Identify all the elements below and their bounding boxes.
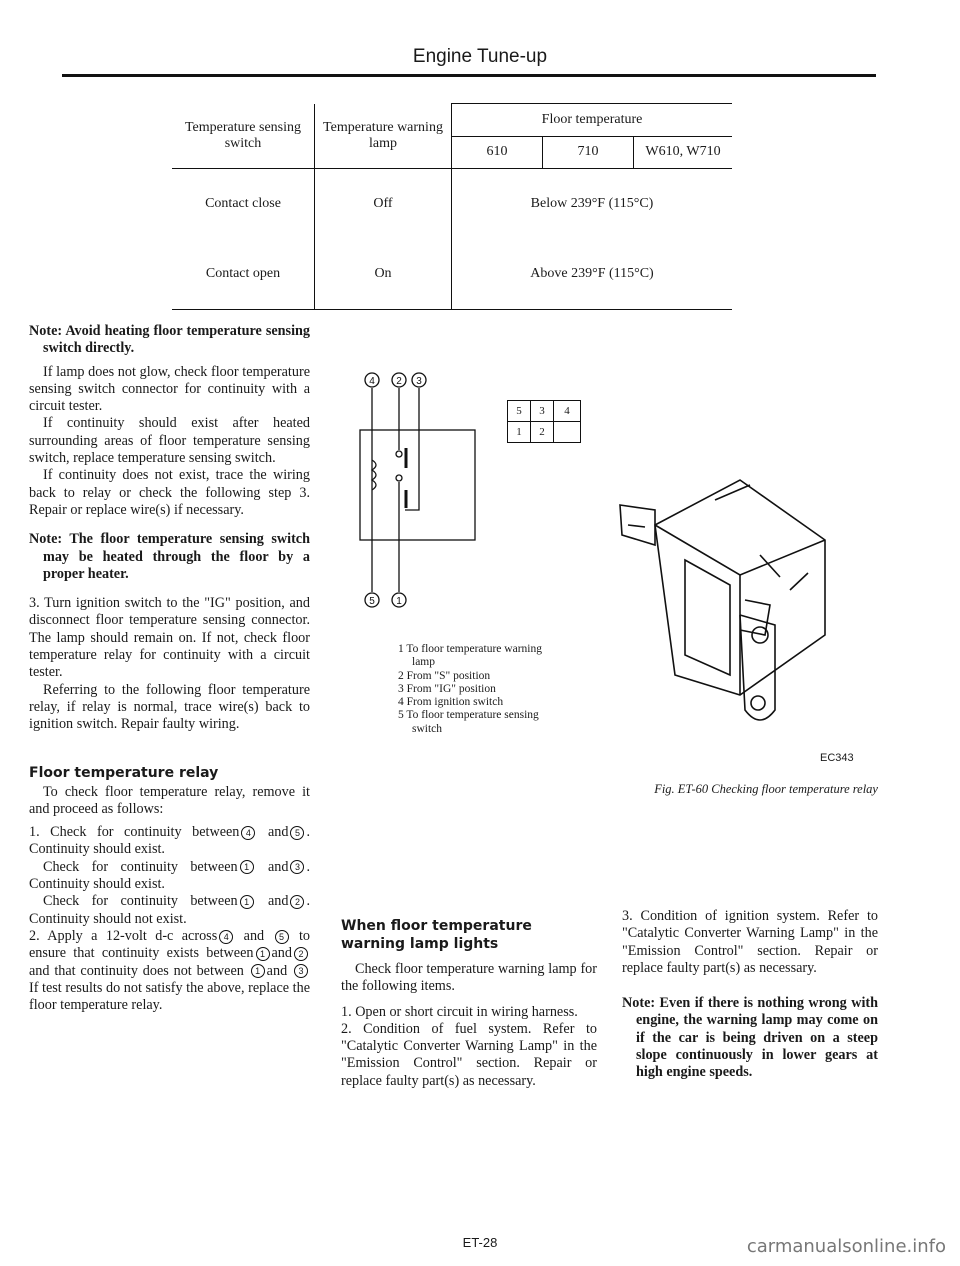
schematic-terminal-1-label: 1 xyxy=(396,596,402,607)
table-sub-610: 610 xyxy=(452,137,543,169)
list-item: 1. Open or short circuit in wiring harness. xyxy=(341,1003,578,1020)
connector-pin: 3 xyxy=(531,400,554,422)
legend-item: 1 To floor temperature warning lamp xyxy=(398,643,542,669)
legend-item: 4 From ignition switch xyxy=(398,696,504,709)
terminal-2-symbol: 2 xyxy=(290,895,304,909)
connector-pin: 1 xyxy=(507,422,531,443)
table-row xyxy=(172,239,732,310)
terminal-2-symbol: 2 xyxy=(294,947,308,961)
legend-item: 5 To floor temperature sensing switch xyxy=(398,709,539,735)
connector-pin: 4 xyxy=(554,400,581,422)
mounting-hole xyxy=(751,696,765,710)
terminal-1-symbol: 1 xyxy=(251,964,265,978)
paragraph: Referring to the following floor temperature relay, if relay is normal, trace wire(s) back to ignition switch. Repair faulty wiring. xyxy=(29,681,310,733)
legend-item: 2 From "S" position xyxy=(398,669,491,682)
schematic-terminal-3-label: 3 xyxy=(416,376,422,387)
connector-pin-empty xyxy=(554,422,581,443)
spec-table xyxy=(172,103,732,310)
table-cell-switch: Contact close xyxy=(205,195,281,211)
schematic-terminal-2-label: 2 xyxy=(396,376,402,387)
terminal-3-symbol: 3 xyxy=(294,964,308,978)
right-column xyxy=(622,908,878,1082)
page-header: Engine Tune-up xyxy=(412,46,548,67)
relay-box xyxy=(360,430,475,540)
note-heater: Note: The floor temperature sensing switch may be heated through the floor by a proper heater. xyxy=(29,531,310,582)
legend-item: 3 From "IG" position xyxy=(398,682,496,695)
table-sub-710: 710 xyxy=(543,137,634,169)
table-cell-floor: Below 239°F (115°C) xyxy=(530,195,654,211)
relay-schematic xyxy=(355,360,555,620)
terminal-1-symbol: 1 xyxy=(256,947,270,961)
paragraph: To check floor temperature relay, remove it and proceed as follows: xyxy=(29,783,310,817)
terminal-3-symbol: 3 xyxy=(290,860,304,874)
paragraph: Check floor temperature warning lamp for the following items. xyxy=(341,961,597,995)
table-cell-lamp: Off xyxy=(315,168,452,239)
figure-code: EC343 xyxy=(820,752,854,764)
table-row xyxy=(172,168,732,239)
figure-legend xyxy=(398,643,558,736)
table-header-switch: Temperature sensing switch xyxy=(172,104,315,169)
middle-column xyxy=(341,917,597,1090)
watermark: carmanualsonline.info xyxy=(746,1236,946,1257)
section-heading-warning: When floor temperature warning lamp lights xyxy=(341,918,532,952)
section-heading-relay: Floor temperature relay xyxy=(29,764,219,781)
paragraph: If lamp does not glow, check floor temperature sensing switch connector for continuity with a circuit tester. xyxy=(29,363,310,415)
table-header-lamp: Temperature warning lamp xyxy=(315,104,452,169)
terminal-5-symbol: 5 xyxy=(275,930,289,944)
page-number: ET-28 xyxy=(462,1235,498,1250)
figure-caption: Fig. ET-60 Checking floor temperature relay xyxy=(654,782,878,796)
step-2: 2. Apply a 12-volt d-c across 4 and 5 to ensure that continuity exists between 1 and 2and that continuity does not between 1 and 3 If test results do not satisfy the above, replace the floor temperature relay. xyxy=(29,927,311,1014)
header-rule xyxy=(62,74,876,77)
schematic-wiring xyxy=(360,388,475,592)
paragraph: If continuity should exist after heated surrounding areas of floor temperature sensing switch, replace temperature sensing switch. xyxy=(29,415,310,467)
step-1b: Check for continuity between 1 and 3 . Continuity should exist. xyxy=(29,858,310,893)
connector-pin: 5 xyxy=(507,400,531,422)
relay-illustration xyxy=(600,465,855,745)
step-1c: Check for continuity between 1 and 2 . Continuity should not exist. xyxy=(29,893,310,927)
schematic-terminal-4-label: 4 xyxy=(369,376,375,387)
list-item: 3. Condition of ignition system. Refer to "Catalytic Converter Warning Lamp" in the "Emission Control" section. Repair or replace faulty part(s) as necessary. xyxy=(622,908,878,976)
table-header-floor: Floor temperature xyxy=(452,104,733,137)
terminal-1-symbol: 1 xyxy=(240,895,254,909)
connector-pin: 2 xyxy=(531,422,554,443)
note-steep-slope: Note: Even if there is nothing wrong with engine, the warning lamp may come on if the car is being driven on a steep slope continuously in lower gears at high engine speeds. xyxy=(622,995,878,1081)
table-cell-switch: Contact open xyxy=(172,239,315,310)
connector-diagram xyxy=(507,400,581,443)
table-sub-w610: W610, W710 xyxy=(634,137,733,169)
step-1a: 1. Check for continuity between 4 and 5 . Continuity should exist. xyxy=(29,824,310,858)
left-column xyxy=(29,323,310,1014)
list-item: 2. Condition of fuel system. Refer to "Catalytic Converter Warning Lamp" in the "Emission Control" section. Repair or replace faulty part(s) as necessary. xyxy=(341,1020,597,1089)
terminal-1-symbol: 1 xyxy=(240,860,254,874)
table-cell-lamp: On xyxy=(315,239,452,310)
table-cell-floor: Above 239°F (115°C) xyxy=(452,239,733,310)
schematic-terminal-5-label: 5 xyxy=(369,596,375,607)
paragraph: If continuity does not exist, trace the wiring back to relay or check the following step 3. Repair or replace wire(s) if necessary. xyxy=(29,467,310,518)
terminal-4-symbol: 4 xyxy=(241,826,255,840)
terminal-4-symbol: 4 xyxy=(219,930,233,944)
paragraph-step3: 3. Turn ignition switch to the "IG" position, and disconnect floor temperature sensing connector. The lamp should remain on. If not, check floor temperature relay for continuity with a circuit tester. xyxy=(29,595,310,681)
terminal-5-symbol: 5 xyxy=(290,826,304,840)
note-avoid-heating: Note: Avoid heating floor temperature sensing switch directly. xyxy=(29,323,310,357)
